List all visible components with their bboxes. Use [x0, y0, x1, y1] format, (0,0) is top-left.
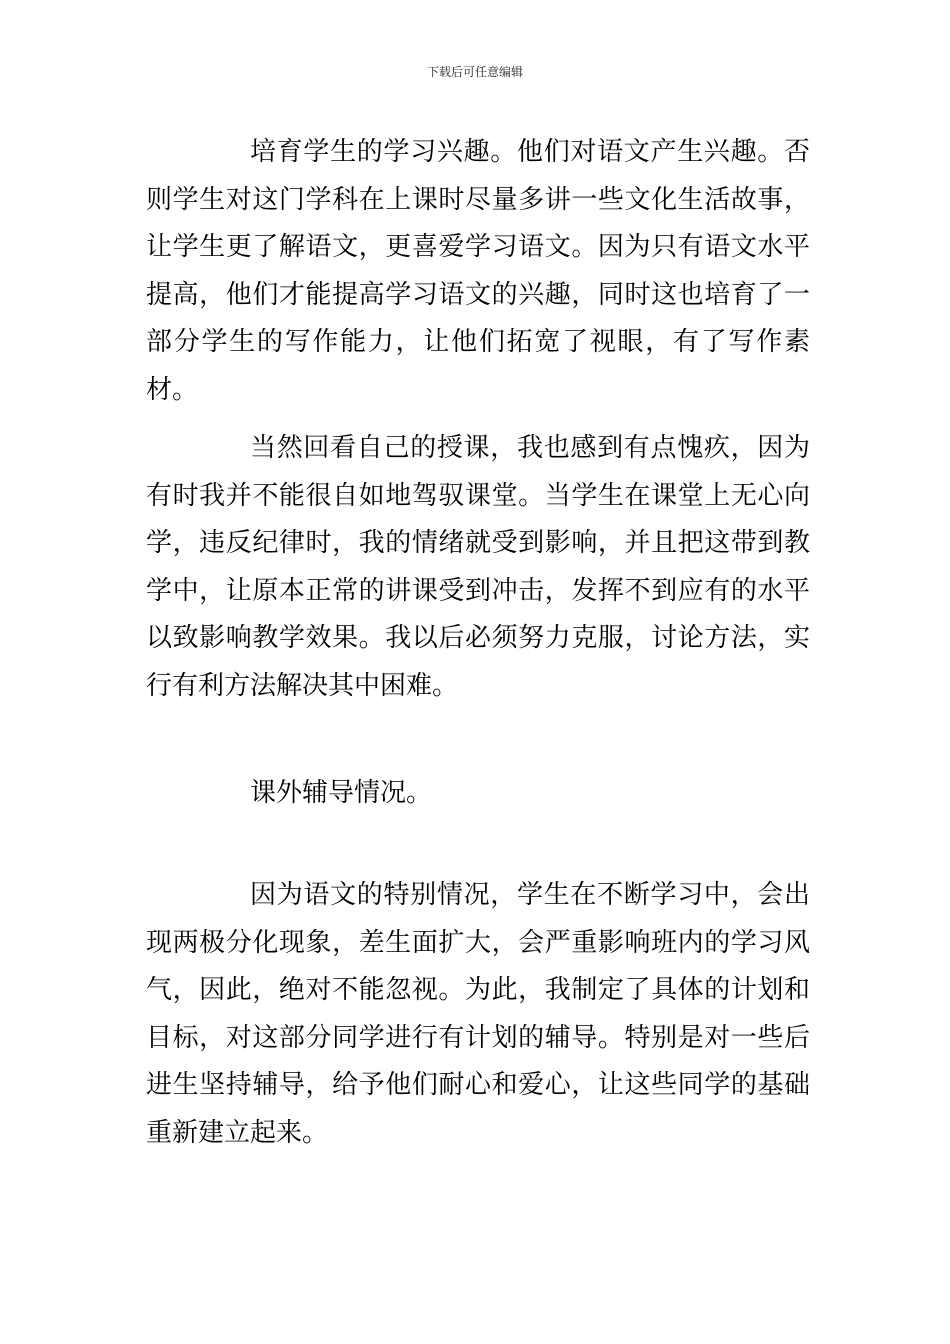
paragraph-interest: 培育学生的学习兴趣。他们对语文产生兴趣。否则学生对这门学科在上课时尽量多讲一些文化生活故事，让学生更了解语文，更喜爱学习语文。因为只有语文水平提高，他们才能提高学习语文的兴趣，同时这也培育了一部分学生的写作能力，让他们拓宽了视眼，有了写作素材。: [146, 137, 810, 405]
page-header: 下载后可任意编辑: [426, 65, 523, 79]
section-heading-tutoring: 课外辅导情况。: [250, 778, 433, 808]
paragraph-tutoring: 因为语文的特别情况，学生在不断学习中，会出现两极分化现象，差生面扩大，会严重影响班内的学习风气，因此，绝对不能忽视。为此，我制定了具体的计划和目标，对这部分同学进行有计划的辅导。特别是对一些后进生坚持辅导，给予他们耐心和爱心，让这些同学的基础重新建立起来。: [146, 880, 810, 1148]
paragraph-reflection: 当然回看自己的授课，我也感到有点愧疚，因为有时我并不能很自如地驾驭课堂。当学生在课堂上无心向学，违反纪律时，我的情绪就受到影响，并且把这带到教学中，让原本正常的讲课受到冲击，发挥不到应有的水平以致影响教学效果。我以后必须努力克服，讨论方法，实行有利方法解决其中困难。: [146, 433, 810, 701]
